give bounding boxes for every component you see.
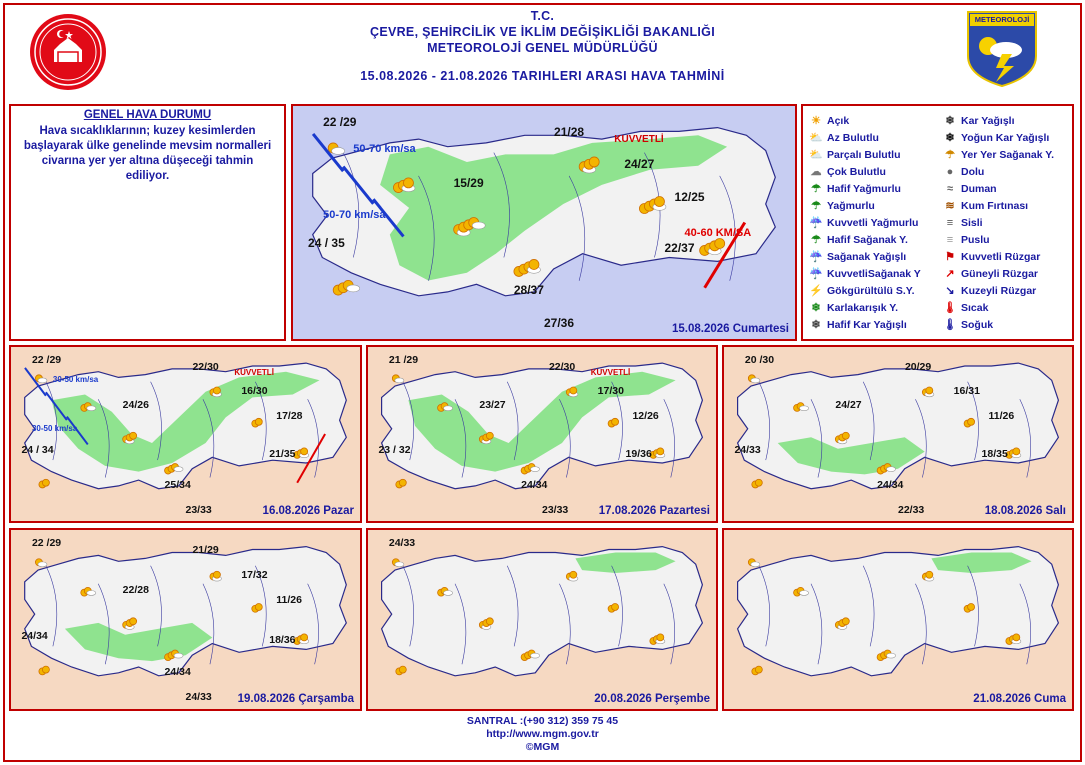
temperature-label: 18/36 (269, 633, 296, 646)
sun-icon (842, 432, 849, 439)
legend-label: Sıcak (961, 301, 989, 314)
legend-item (809, 282, 921, 299)
legend-label: Hafif Sağanak Y. (827, 233, 908, 246)
temperature-label: 27/36 (544, 315, 575, 330)
temperature-label: 24/34 (521, 479, 548, 492)
temperature-label: 17/32 (241, 569, 268, 582)
legend-label: Hafif Yağmurlu (827, 182, 901, 195)
general-weather-title: GENEL HAVA DURUMU (83, 109, 212, 121)
header-directorate: METEOROLOJİ GENEL MÜDÜRLÜĞÜ (427, 41, 658, 55)
cloud-icon (395, 378, 404, 383)
temperature-label: 25/34 (164, 479, 191, 492)
cloud-icon (751, 562, 760, 567)
sun-icon (968, 603, 975, 610)
temperature-label: 24/34 (164, 666, 191, 679)
weather-map-svg (368, 347, 716, 521)
footer (0, 715, 1085, 754)
legend-item (809, 299, 921, 316)
shower-icon: ☔ (809, 250, 823, 263)
local-shower-icon: ☂ (945, 148, 955, 161)
strong-wind-icon: ⚑ (945, 250, 955, 263)
light-rain-icon: ☂ (811, 182, 821, 195)
temperature-label: 22/33 (898, 503, 925, 516)
legend-item (943, 248, 1054, 265)
sandstorm-icon: ≋ (945, 199, 955, 212)
sun-icon (570, 571, 577, 578)
sun-icon (399, 666, 406, 673)
forecast-date: 16.08.2026 Pazar (262, 505, 354, 517)
map-day-5 (9, 528, 362, 711)
cloud-icon (395, 562, 404, 567)
forecast-range: 15.08.2026 - 21.08.2026 TARIHLERI ARASI HAVA TAHMİNİ (360, 69, 725, 83)
legend-label: Yer Yer Sağanak Y. (961, 148, 1055, 161)
legend-item (809, 231, 921, 248)
logo-text: METEOROLOJİ (974, 15, 1030, 24)
legend-label: Sağanak Yağışlı (827, 250, 907, 263)
sun-icon (529, 259, 539, 269)
sun-icon (130, 432, 137, 439)
cold-icon: 🌡 (943, 318, 957, 331)
temperature-label: 23/27 (479, 399, 506, 412)
legend-label: Kum Fırtınası (961, 199, 1029, 212)
wind-speed-label: 30-50 km/sa (31, 423, 78, 433)
sun-icon (926, 387, 933, 394)
sleet-icon: ❄ (811, 301, 821, 314)
temperature-label: 21/29 (192, 544, 219, 557)
legend-label: Kuzeyli Rüzgar (961, 284, 1037, 297)
map-day-4 (722, 345, 1074, 523)
header-tc: T.C. (530, 9, 555, 23)
sun-icon (399, 479, 406, 486)
weather-map-svg (293, 106, 795, 339)
cloud-icon (347, 285, 360, 292)
heavy-rain-icon: ☔ (809, 216, 823, 229)
legend-label: Açık (827, 114, 850, 127)
sun-icon (301, 634, 308, 641)
temperature-label: 21/35 (269, 447, 296, 460)
legend-label: Çok Bulutlu (827, 165, 886, 178)
temperature-label: 24 / 34 (21, 444, 54, 457)
cloud-icon (87, 591, 96, 596)
legend-item (809, 146, 921, 163)
sun-icon (570, 387, 577, 394)
cloud-icon (887, 467, 896, 472)
legend-label: Yoğun Kar Yağışlı (961, 131, 1050, 144)
legend-item (809, 265, 921, 282)
temperature-label: 15/29 (453, 175, 484, 190)
cloud-icon (472, 222, 485, 229)
rain-icon: ☂ (811, 199, 821, 212)
temperature-label: 22/37 (664, 241, 695, 256)
legend-label: Hafif Kar Yağışlı (827, 318, 907, 331)
legend-item (809, 197, 921, 214)
hail-icon: ● (946, 165, 954, 178)
temperature-label: 12/25 (674, 189, 705, 204)
sun-icon (213, 387, 220, 394)
forecast-date: 20.08.2026 Perşembe (594, 693, 710, 705)
legend-right-column (943, 112, 1054, 333)
legend-item (943, 231, 1054, 248)
legend-label: Kar Yağışlı (961, 114, 1015, 127)
sun-icon (42, 666, 49, 673)
cloud-icon (800, 406, 809, 411)
temperature-label: 23 / 32 (378, 444, 411, 457)
page-header (0, 8, 1085, 84)
legend-label: Dolu (961, 165, 985, 178)
sun-icon (657, 634, 664, 641)
footer-phone: SANTRAL :(+90 312) 359 75 45 (466, 715, 619, 727)
temperature-label: 24/27 (835, 399, 862, 412)
legend-label: Güneyli Rüzgar (961, 267, 1039, 280)
sun-icon (654, 197, 664, 207)
map-day-7 (722, 528, 1074, 711)
cloud-icon (531, 653, 540, 658)
temperature-label: 11/26 (988, 409, 1015, 422)
strong-label: KUVVETLİ (590, 367, 631, 377)
sun-icon (755, 666, 762, 673)
north-wind-icon: ↘ (945, 284, 955, 297)
sun-cloud-icon: ⛅ (809, 131, 823, 144)
weather-map-svg (11, 530, 360, 709)
sun-icon (301, 448, 308, 455)
map-day-3 (366, 345, 718, 523)
thunder-icon: ⚡ (809, 284, 823, 297)
temperature-label: 24/26 (122, 399, 149, 412)
map-day-2 (9, 345, 362, 523)
partly-cloudy-icon: ⛅ (809, 148, 823, 161)
strong-label: KUVVETLİ (614, 133, 664, 145)
cloud-icon (800, 591, 809, 596)
legend-item (809, 129, 921, 146)
legend-left-column (809, 112, 921, 333)
temperature-label: 28/37 (513, 283, 544, 298)
sun-icon (130, 618, 137, 625)
temperature-label: 22/28 (122, 583, 149, 596)
heavy-shower-icon: ☔ (809, 267, 823, 280)
temperature-label: 21 /29 (388, 353, 419, 366)
forecast-date: 19.08.2026 Çarşamba (237, 693, 354, 705)
sun-icon (842, 618, 849, 625)
legend-label: KuvvetliSağanak Y (827, 267, 921, 280)
sun-icon (589, 157, 599, 167)
light-shower-icon: ☂ (811, 233, 821, 246)
sun-icon (715, 238, 725, 248)
haze-icon: ≡ (946, 233, 954, 246)
weather-map-svg (724, 530, 1072, 709)
legend-item (809, 163, 921, 180)
legend-item (943, 180, 1054, 197)
legend-item (809, 180, 921, 197)
legend-item (943, 282, 1054, 299)
temperature-label: 23/33 (185, 503, 212, 516)
temperature-label: 22/30 (192, 360, 219, 373)
legend-item (943, 163, 1054, 180)
sun-icon (612, 603, 619, 610)
temperature-label: 17/28 (276, 409, 303, 422)
temperature-label: 22 /29 (31, 537, 62, 550)
temperature-label: 21/28 (554, 124, 585, 139)
temperature-label: 11/26 (276, 594, 302, 607)
legend-label: Karlakarışık Y. (827, 301, 899, 314)
cloud-icon (444, 406, 453, 411)
sun-icon (255, 418, 262, 425)
cloudy-icon: ☁ (810, 165, 822, 178)
temperature-label: 16/30 (241, 385, 268, 398)
light-snow-icon: ❄ (811, 318, 821, 331)
temperature-label: 24/33 (185, 691, 212, 704)
legend-item (943, 197, 1054, 214)
turkey-land (738, 360, 1059, 492)
legend-label: Soğuk (961, 318, 994, 331)
cloud-icon (332, 147, 345, 154)
forecast-date: 21.08.2026 Cuma (973, 693, 1066, 705)
cloud-icon (531, 467, 540, 472)
forecast-date: 15.08.2026 Cumartesi (672, 323, 789, 335)
temperature-label: 12/26 (632, 409, 659, 422)
temperature-label: 19/36 (625, 447, 652, 460)
cloud-icon (38, 562, 47, 567)
snow-icon: ❄ (945, 114, 955, 127)
smoke-icon: ≈ (946, 182, 954, 195)
sun-icon (403, 178, 413, 188)
legend-item (809, 214, 921, 231)
temperature-label: 24/34 (21, 630, 48, 643)
sun-icon (213, 571, 220, 578)
sun-icon (612, 418, 619, 425)
general-weather-text: Hava sıcaklıklarının; kuzey kesimlerden başlayarak ülke genelinde mevsim normalleri civarına yer yer altına düşeceği tahmin ediliyor. (23, 125, 272, 182)
legend-label: Kuvvetli Yağmurlu (827, 216, 919, 229)
map-day-6 (366, 528, 718, 711)
hot-icon: 🌡 (943, 301, 957, 314)
wind-speed-label: 50-70 km/sa (353, 143, 416, 156)
sun-icon: ☀ (811, 114, 821, 127)
footer-copyright: ©MGM (525, 741, 560, 753)
cloud-icon (38, 378, 47, 383)
legend-item (943, 299, 1054, 316)
cloud-icon (751, 378, 760, 383)
temperature-label: 20/29 (904, 360, 932, 373)
header-ministry: ÇEVRE, ŞEHİRCİLİK VE İKLİM DEĞİŞİKLİĞİ BAKANLIĞI (370, 25, 715, 39)
legend-item (943, 146, 1054, 163)
temperature-label: 18/35 (981, 447, 1008, 460)
wind-speed-label: 40-60 KM/SA (684, 227, 752, 240)
temperature-label: 22/30 (548, 360, 576, 373)
legend-item (943, 316, 1054, 333)
legend-item (809, 248, 921, 265)
sun-icon (1013, 634, 1020, 641)
wind-speed-label: 30-50 km/sa (52, 374, 99, 384)
legend-item (809, 112, 921, 129)
fog-icon: ≡ (946, 216, 954, 229)
legend-label: Puslu (961, 233, 990, 246)
cloud-icon (444, 591, 453, 596)
legend-label: Parçalı Bulutlu (827, 148, 901, 161)
temperature-label: 16/31 (953, 385, 980, 398)
temperature-label: 24 / 35 (308, 236, 345, 251)
legend-label: Yağmurlu (827, 199, 875, 212)
forecast-date: 17.08.2026 Pazartesi (598, 505, 710, 517)
legend-item (943, 214, 1054, 231)
legend-item (943, 265, 1054, 282)
sun-icon (255, 603, 262, 610)
weather-map-svg (368, 530, 716, 709)
legend-item (943, 129, 1054, 146)
temperature-label: 22 /29 (323, 115, 357, 130)
temperature-label: 24/33 (388, 537, 416, 550)
legend-panel (801, 104, 1074, 341)
cloud-icon (87, 406, 96, 411)
temperature-label: 22 /29 (31, 353, 62, 366)
sun-icon (657, 448, 664, 455)
temperature-label: 17/30 (597, 385, 624, 398)
strong-label: KUVVETLİ (234, 367, 274, 377)
legend-label: Sisli (961, 216, 983, 229)
wind-speed-label: 50-70 km/sa (323, 208, 386, 221)
sun-icon (42, 479, 49, 486)
sun-icon (968, 418, 975, 425)
south-wind-icon: ↗ (945, 267, 955, 280)
sun-icon (486, 618, 493, 625)
cloud-icon (174, 653, 183, 658)
temperature-label: 24/33 (734, 444, 761, 457)
sun-icon (926, 571, 933, 578)
sun-icon (1013, 448, 1020, 455)
temperature-label: 24/34 (877, 479, 904, 492)
legend-item (809, 316, 921, 333)
temperature-label: 23/33 (542, 503, 569, 516)
sun-icon (486, 432, 493, 439)
legend-label: Gökgürültülü S.Y. (827, 284, 915, 297)
turkey-land (25, 547, 347, 679)
temperature-label: 20 /30 (744, 353, 775, 366)
legend-label: Az Bulutlu (827, 131, 879, 144)
legend-label: Kuvvetli Rüzgar (961, 250, 1041, 263)
legend-item (943, 112, 1054, 129)
general-weather-panel (9, 104, 286, 341)
footer-url[interactable]: http://www.mgm.gov.tr (486, 728, 599, 740)
cloud-icon (887, 653, 896, 658)
cloud-icon (174, 467, 183, 472)
sun-icon (755, 479, 762, 486)
weather-map-svg (724, 347, 1072, 521)
weather-map-svg (11, 347, 360, 521)
heavy-snow-icon: ❄ (945, 131, 955, 144)
map-day-1 (291, 104, 797, 341)
temperature-label: 24/27 (624, 157, 655, 172)
forecast-date: 18.08.2026 Salı (984, 505, 1066, 517)
legend-label: Duman (961, 182, 997, 195)
